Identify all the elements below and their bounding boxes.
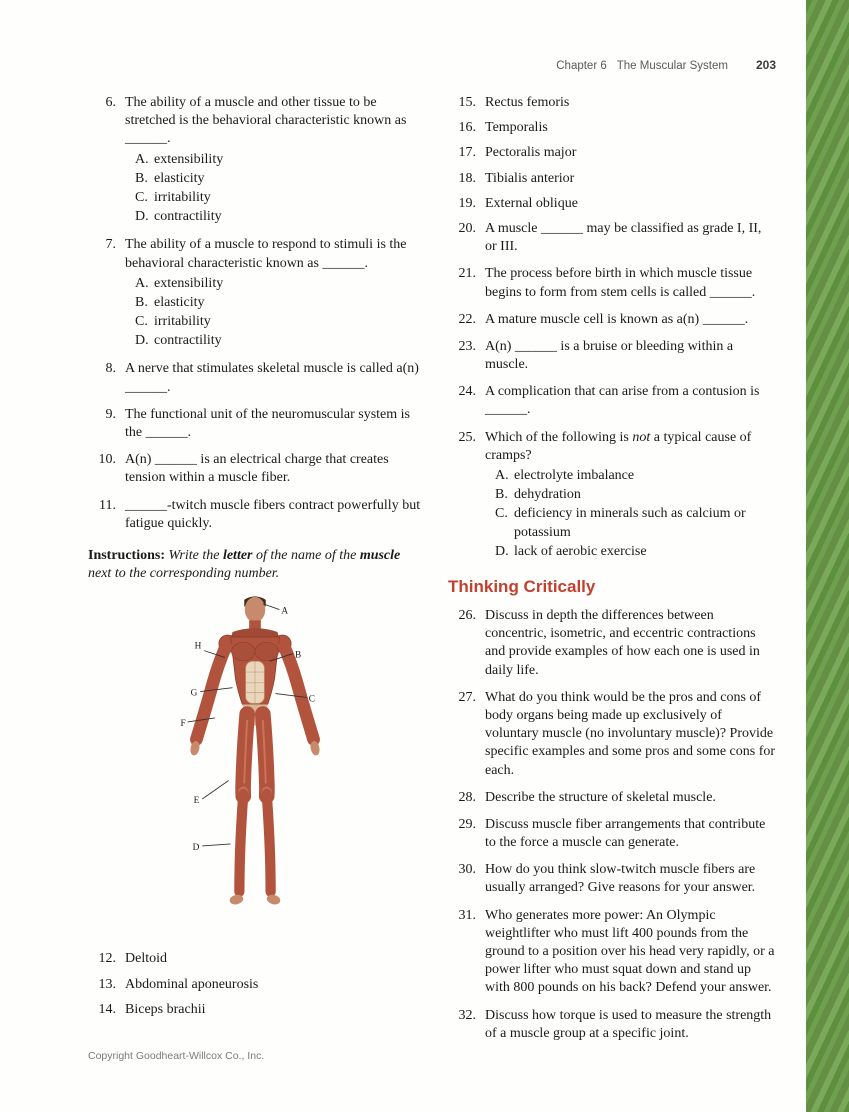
question-text: Discuss in depth the differences between concentric, isometric, and eccentric contractions and provide examples of how each one is used in daily life. <box>485 608 760 678</box>
question-9 <box>88 406 421 442</box>
left-column <box>88 94 421 1052</box>
figure-label-d: D <box>192 843 199 854</box>
question-body <box>485 265 776 301</box>
choice <box>135 275 421 293</box>
matching-item-14 <box>88 1001 421 1019</box>
choice-letter: D. <box>135 333 149 349</box>
choice-text: contractility <box>154 333 222 349</box>
question-number: 27. <box>458 689 476 705</box>
question-body <box>485 338 776 374</box>
question-11 <box>88 497 421 533</box>
chapter-label: Chapter 6 <box>556 60 607 72</box>
item-text: Pectoralis major <box>485 145 577 161</box>
question-number: 11. <box>99 497 116 513</box>
answer-choices <box>485 467 776 561</box>
question-number: 26. <box>458 608 476 624</box>
figure-body <box>189 597 321 906</box>
item-text: Tibialis anterior <box>485 170 575 186</box>
choice-letter: C. <box>135 189 148 205</box>
question-text: A(n) ______ is a bruise or bleeding within a muscle. <box>485 338 734 373</box>
question-body <box>485 607 776 680</box>
page-edge-decoration <box>806 0 849 1112</box>
instructions-text: of the name of the <box>252 547 360 563</box>
chapter-title: The Muscular System <box>616 60 728 72</box>
instructions-label: Instructions: <box>88 547 166 563</box>
question-number: 7. <box>105 237 116 253</box>
choice-text: extensibility <box>154 275 224 291</box>
question-text: What do you think would be the pros and cons of body organs being made up exclusively of voluntary muscle (no involuntary muscle)? Provide specific examples and some pros and some cons for each. <box>485 689 776 778</box>
question-text: ______-twitch muscle fibers contract powerfully but fatigue quickly. <box>125 497 421 531</box>
question-text-emphasis: not <box>632 429 651 445</box>
item-number: 12. <box>98 951 116 967</box>
question-body <box>485 907 776 998</box>
question-8 <box>88 360 421 396</box>
instructions-text: Write the <box>165 547 223 563</box>
question-text: A muscle ______ may be classified as grade I, II, or III. <box>485 220 762 255</box>
question-number: 10. <box>98 452 116 468</box>
choice-text: dehydration <box>514 487 581 503</box>
question-20 <box>448 220 776 256</box>
item-number: 13. <box>98 976 116 992</box>
question-number: 29. <box>458 816 476 832</box>
question-23 <box>448 338 776 374</box>
instructions-emphasis: letter <box>222 547 253 563</box>
choice-letter: A. <box>135 151 149 167</box>
choice-text: lack of aerobic exercise <box>514 543 647 559</box>
choice-letter: B. <box>135 170 148 186</box>
question-number: 23. <box>458 338 476 354</box>
question-number: 32. <box>458 1007 476 1023</box>
question-text: A mature muscle cell is known as a(n) ______. <box>485 311 749 327</box>
choice <box>495 486 776 504</box>
question-10 <box>88 451 421 487</box>
item-number: 16. <box>458 120 476 136</box>
choice-letter: A. <box>135 275 149 291</box>
question-body <box>485 789 776 807</box>
matching-item-19 <box>448 195 776 213</box>
item-number: 18. <box>458 170 476 186</box>
choice-letter: D. <box>495 543 509 559</box>
figure-label-e: E <box>193 796 199 807</box>
item-text: Biceps brachii <box>125 1001 206 1017</box>
item-number: 15. <box>458 95 476 110</box>
answer-choices <box>125 275 421 351</box>
figure-label-a: A <box>280 606 288 617</box>
matching-item-16 <box>448 119 776 137</box>
choice <box>135 189 421 207</box>
instructions-text: next to the corresponding number. <box>88 566 280 582</box>
instructions <box>88 547 421 583</box>
question-31 <box>448 907 776 998</box>
question-text: The ability of a muscle to respond to stimuli is the behavioral characteristic known as ______. <box>125 237 407 271</box>
choice-letter: D. <box>135 209 149 225</box>
right-column <box>448 94 776 1052</box>
question-21 <box>448 265 776 301</box>
question-28 <box>448 789 776 807</box>
matching-item-18 <box>448 170 776 188</box>
question-body <box>485 816 776 852</box>
choice-text: contractility <box>154 209 222 225</box>
figure-label-b: B <box>294 650 301 661</box>
question-text: The process before birth in which muscle tissue begins to form from stem cells is called ______. <box>485 266 756 300</box>
question-body <box>485 1007 776 1043</box>
choice-text: deficiency in minerals such as calcium or potassium <box>514 506 746 540</box>
question-number: 25. <box>458 429 476 445</box>
figure-label-g: G <box>190 688 197 699</box>
choice-text: elasticity <box>154 170 205 186</box>
question-24 <box>448 383 776 419</box>
choice-text: irritability <box>154 314 211 330</box>
question-text: Who generates more power: An Olympic weightlifter who must lift 400 pounds from the ground to a position over his head very rapidly, or a power lifter who must squat down and stand up with 800 pounds on his back? Defend your answer. <box>485 907 775 996</box>
matching-item-15 <box>448 94 776 112</box>
item-number: 19. <box>458 195 476 211</box>
question-text: Discuss how torque is used to measure the strength of a muscle group at a specific joint. <box>485 1007 772 1041</box>
question-number: 21. <box>458 266 476 282</box>
question-text: A nerve that stimulates skeletal muscle is called a(n) ______. <box>125 361 419 395</box>
matching-item-17 <box>448 144 776 162</box>
question-number: 31. <box>458 907 476 923</box>
question-body <box>485 383 776 419</box>
question-number: 22. <box>458 311 476 327</box>
choice <box>135 151 421 169</box>
answer-choices <box>125 151 421 227</box>
question-body <box>485 689 776 780</box>
question-29 <box>448 816 776 852</box>
choice <box>495 543 776 561</box>
choice-text: irritability <box>154 189 211 205</box>
question-30 <box>448 861 776 897</box>
figure-container <box>88 593 421 936</box>
matching-item-13 <box>88 976 421 994</box>
choice <box>135 313 421 331</box>
question-text: The ability of a muscle and other tissue to be stretched is the behavioral characteristic known as ______. <box>125 95 407 147</box>
question-number: 9. <box>105 406 116 422</box>
item-number: 17. <box>458 145 476 161</box>
question-text: A complication that can arise from a contusion is ______. <box>485 384 760 418</box>
question-text: How do you think slow-twitch muscle fibers are usually arranged? Give reasons for your answer. <box>485 862 756 896</box>
item-text: Temporalis <box>485 120 548 136</box>
choice-letter: C. <box>495 506 508 522</box>
question-number: 28. <box>458 789 476 805</box>
choice-text: electrolyte imbalance <box>514 468 635 483</box>
question-25 <box>448 429 776 562</box>
question-body <box>125 451 421 487</box>
muscular-system-figure <box>172 593 338 930</box>
choice <box>135 170 421 188</box>
copyright-text: Copyright Goodheart-Willcox Co., Inc. <box>88 1050 265 1062</box>
question-body <box>485 311 776 329</box>
page-number: 203 <box>755 58 776 72</box>
choice-letter: C. <box>135 314 148 330</box>
question-number: 24. <box>458 384 476 400</box>
question-body <box>125 94 421 227</box>
instructions-emphasis: muscle <box>359 547 401 563</box>
page-header <box>88 58 776 74</box>
figure-label-f: F <box>180 719 186 730</box>
question-text: The functional unit of the neuromuscular system is the ______. <box>125 406 410 440</box>
question-text: Describe the structure of skeletal muscle. <box>485 789 716 805</box>
question-text: A(n) ______ is an electrical charge that creates tension within a muscle fiber. <box>125 452 389 486</box>
choice <box>135 208 421 226</box>
matching-item-12 <box>88 950 421 968</box>
question-26 <box>448 607 776 680</box>
question-text: Which of the following is <box>485 429 633 445</box>
question-7 <box>88 236 421 351</box>
page-footer <box>88 1050 264 1064</box>
question-body <box>485 220 776 256</box>
question-body <box>125 406 421 442</box>
figure-label-c: C <box>308 694 315 705</box>
choice <box>495 505 776 541</box>
figure-label-h: H <box>194 641 201 652</box>
item-text: Deltoid <box>125 951 167 967</box>
choice <box>495 467 776 485</box>
choice-letter: B. <box>495 487 508 503</box>
item-text: Rectus femoris <box>485 95 570 110</box>
question-6 <box>88 94 421 227</box>
question-22 <box>448 311 776 329</box>
question-body <box>125 497 421 533</box>
question-number: 6. <box>105 95 116 110</box>
item-text: External oblique <box>485 195 578 211</box>
question-body <box>125 360 421 396</box>
question-body <box>485 861 776 897</box>
choice-text: elasticity <box>154 294 205 310</box>
question-body <box>485 429 776 562</box>
page-content <box>88 94 776 1052</box>
choice-text: extensibility <box>154 151 224 167</box>
question-number: 8. <box>105 361 116 377</box>
choice-letter: B. <box>135 294 148 310</box>
choice-letter: A. <box>495 468 509 483</box>
choice <box>135 294 421 312</box>
question-body <box>125 236 421 351</box>
question-27 <box>448 689 776 780</box>
question-number: 30. <box>458 862 476 878</box>
question-text: Discuss muscle fiber arrangements that contribute to the force a muscle can generate. <box>485 816 766 851</box>
question-32 <box>448 1007 776 1043</box>
item-text: Abdominal aponeurosis <box>125 976 259 992</box>
choice <box>135 332 421 350</box>
thinking-critically-heading: Thinking Critically <box>448 576 596 596</box>
question-text: a typical cause of cramps? <box>485 429 752 463</box>
item-number: 14. <box>98 1001 116 1017</box>
question-number: 20. <box>458 220 476 236</box>
